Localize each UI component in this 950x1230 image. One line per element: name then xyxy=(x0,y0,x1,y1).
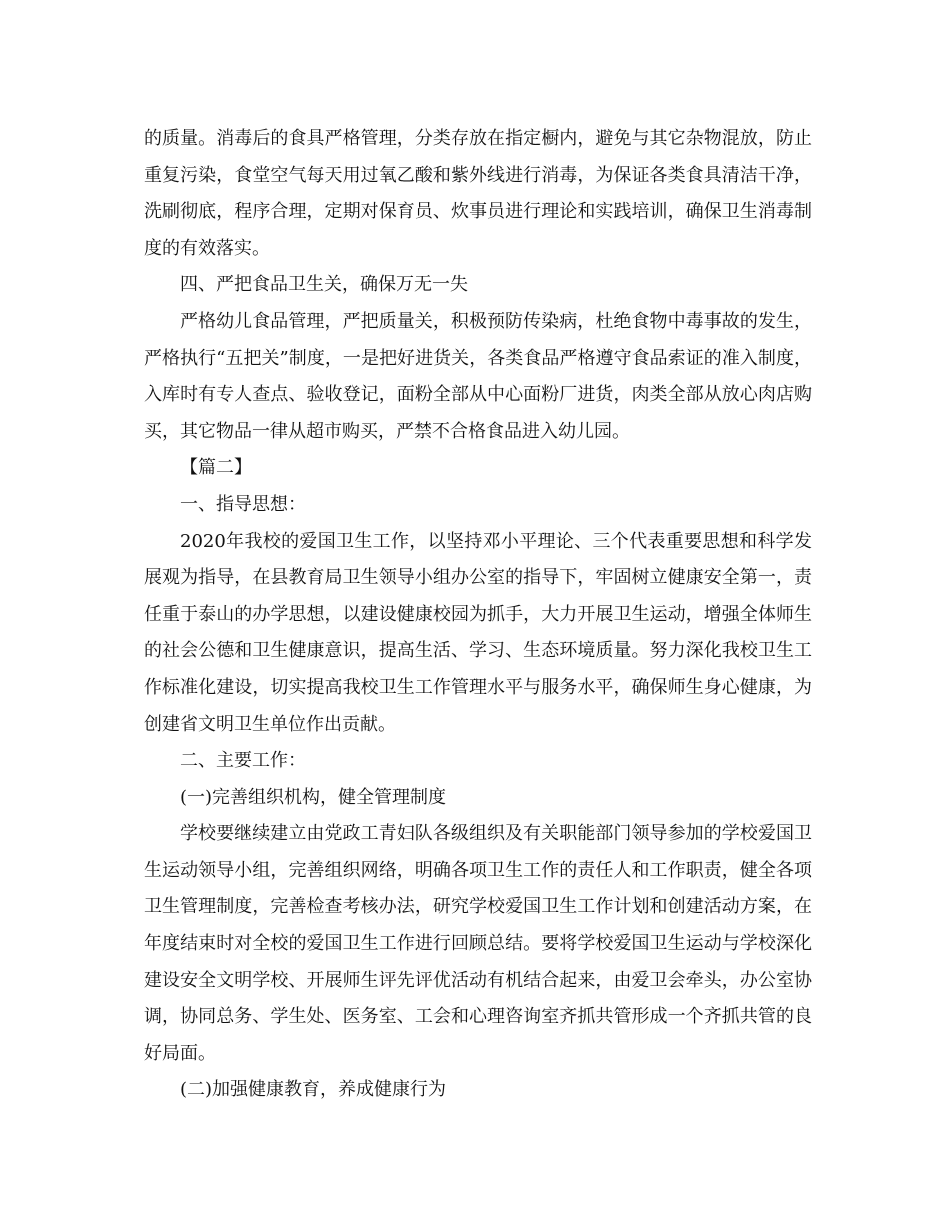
document-body xyxy=(144,121,812,1109)
section-heading-food-safety: 四、严把食品卫生关，确保万无一失 xyxy=(180,274,468,296)
section-heading-guiding-ideology: 一、指导思想： xyxy=(180,493,306,515)
subsection-heading-health-education: (二)加强健康教育，养成健康行为 xyxy=(180,1079,447,1101)
paragraph-organization: 学校要继续建立由党政工青妇队各级组织及有关职能部门领导参加的学校爱国卫生运动领导小组，完善组织网络，明确各项卫生工作的责任人和工作职责，健全各项卫生管理制度，完善检查考核办法，研究学校爱国卫生工作计划和创建活动方案，在年度结束时对全校的爱国卫生工作进行回顾总结。要将学校爱国卫生运动与学校深化建设安全文明学校、开展师生评先评优活动有机结合起来，由爱卫会牵头，办公室协调，协同总务、学生处、医务室、工会和心理咨询室齐抓共管形成一个齐抓共管的良好局面。 xyxy=(144,823,812,1064)
part-heading-two: 【篇二】 xyxy=(180,457,252,479)
subsection-heading-organization: (一)完善组织机构，健全管理制度 xyxy=(180,786,447,808)
paragraph-food-management: 严格幼儿食品管理，严把质量关，积极预防传染病，杜绝食物中毒事故的发生，严格执行“五把关”制度，一是把好进货关，各类食品严格遵守食品索证的准入制度，入库时有专人查点、验收登记，面粉全部从中心面粉厂进货，肉类全部从放心肉店购买，其它物品一律从超市购买，严禁不合格食品进入幼儿园。 xyxy=(144,310,812,442)
paragraph-guiding-ideology: 2020年我校的爱国卫生工作，以坚持邓小平理论、三个代表重要思想和科学发展观为指导，在县教育局卫生领导小组办公室的指导下，牢固树立健康安全第一，责任重于泰山的办学思想，以建设健康校园为抓手，大力开展卫生运动，增强全体师生的社会公德和卫生健康意识，提高生活、学习、生态环境质量。努力深化我校卫生工作标准化建设，切实提高我校卫生工作管理水平与服务水平，确保师生身心健康，为创建省文明卫生单位作出贡献。 xyxy=(144,530,812,735)
paragraph-continuation: 的质量。消毒后的食具严格管理，分类存放在指定橱内，避免与其它杂物混放，防止重复污染，食堂空气每天用过氧乙酸和紫外线进行消毒，为保证各类食具清洁干净，洗刷彻底，程序合理，定期对保育员、炊事员进行理论和实践培训，确保卫生消毒制度的有效落实。 xyxy=(144,128,812,259)
section-heading-main-work: 二、主要工作： xyxy=(180,750,306,772)
